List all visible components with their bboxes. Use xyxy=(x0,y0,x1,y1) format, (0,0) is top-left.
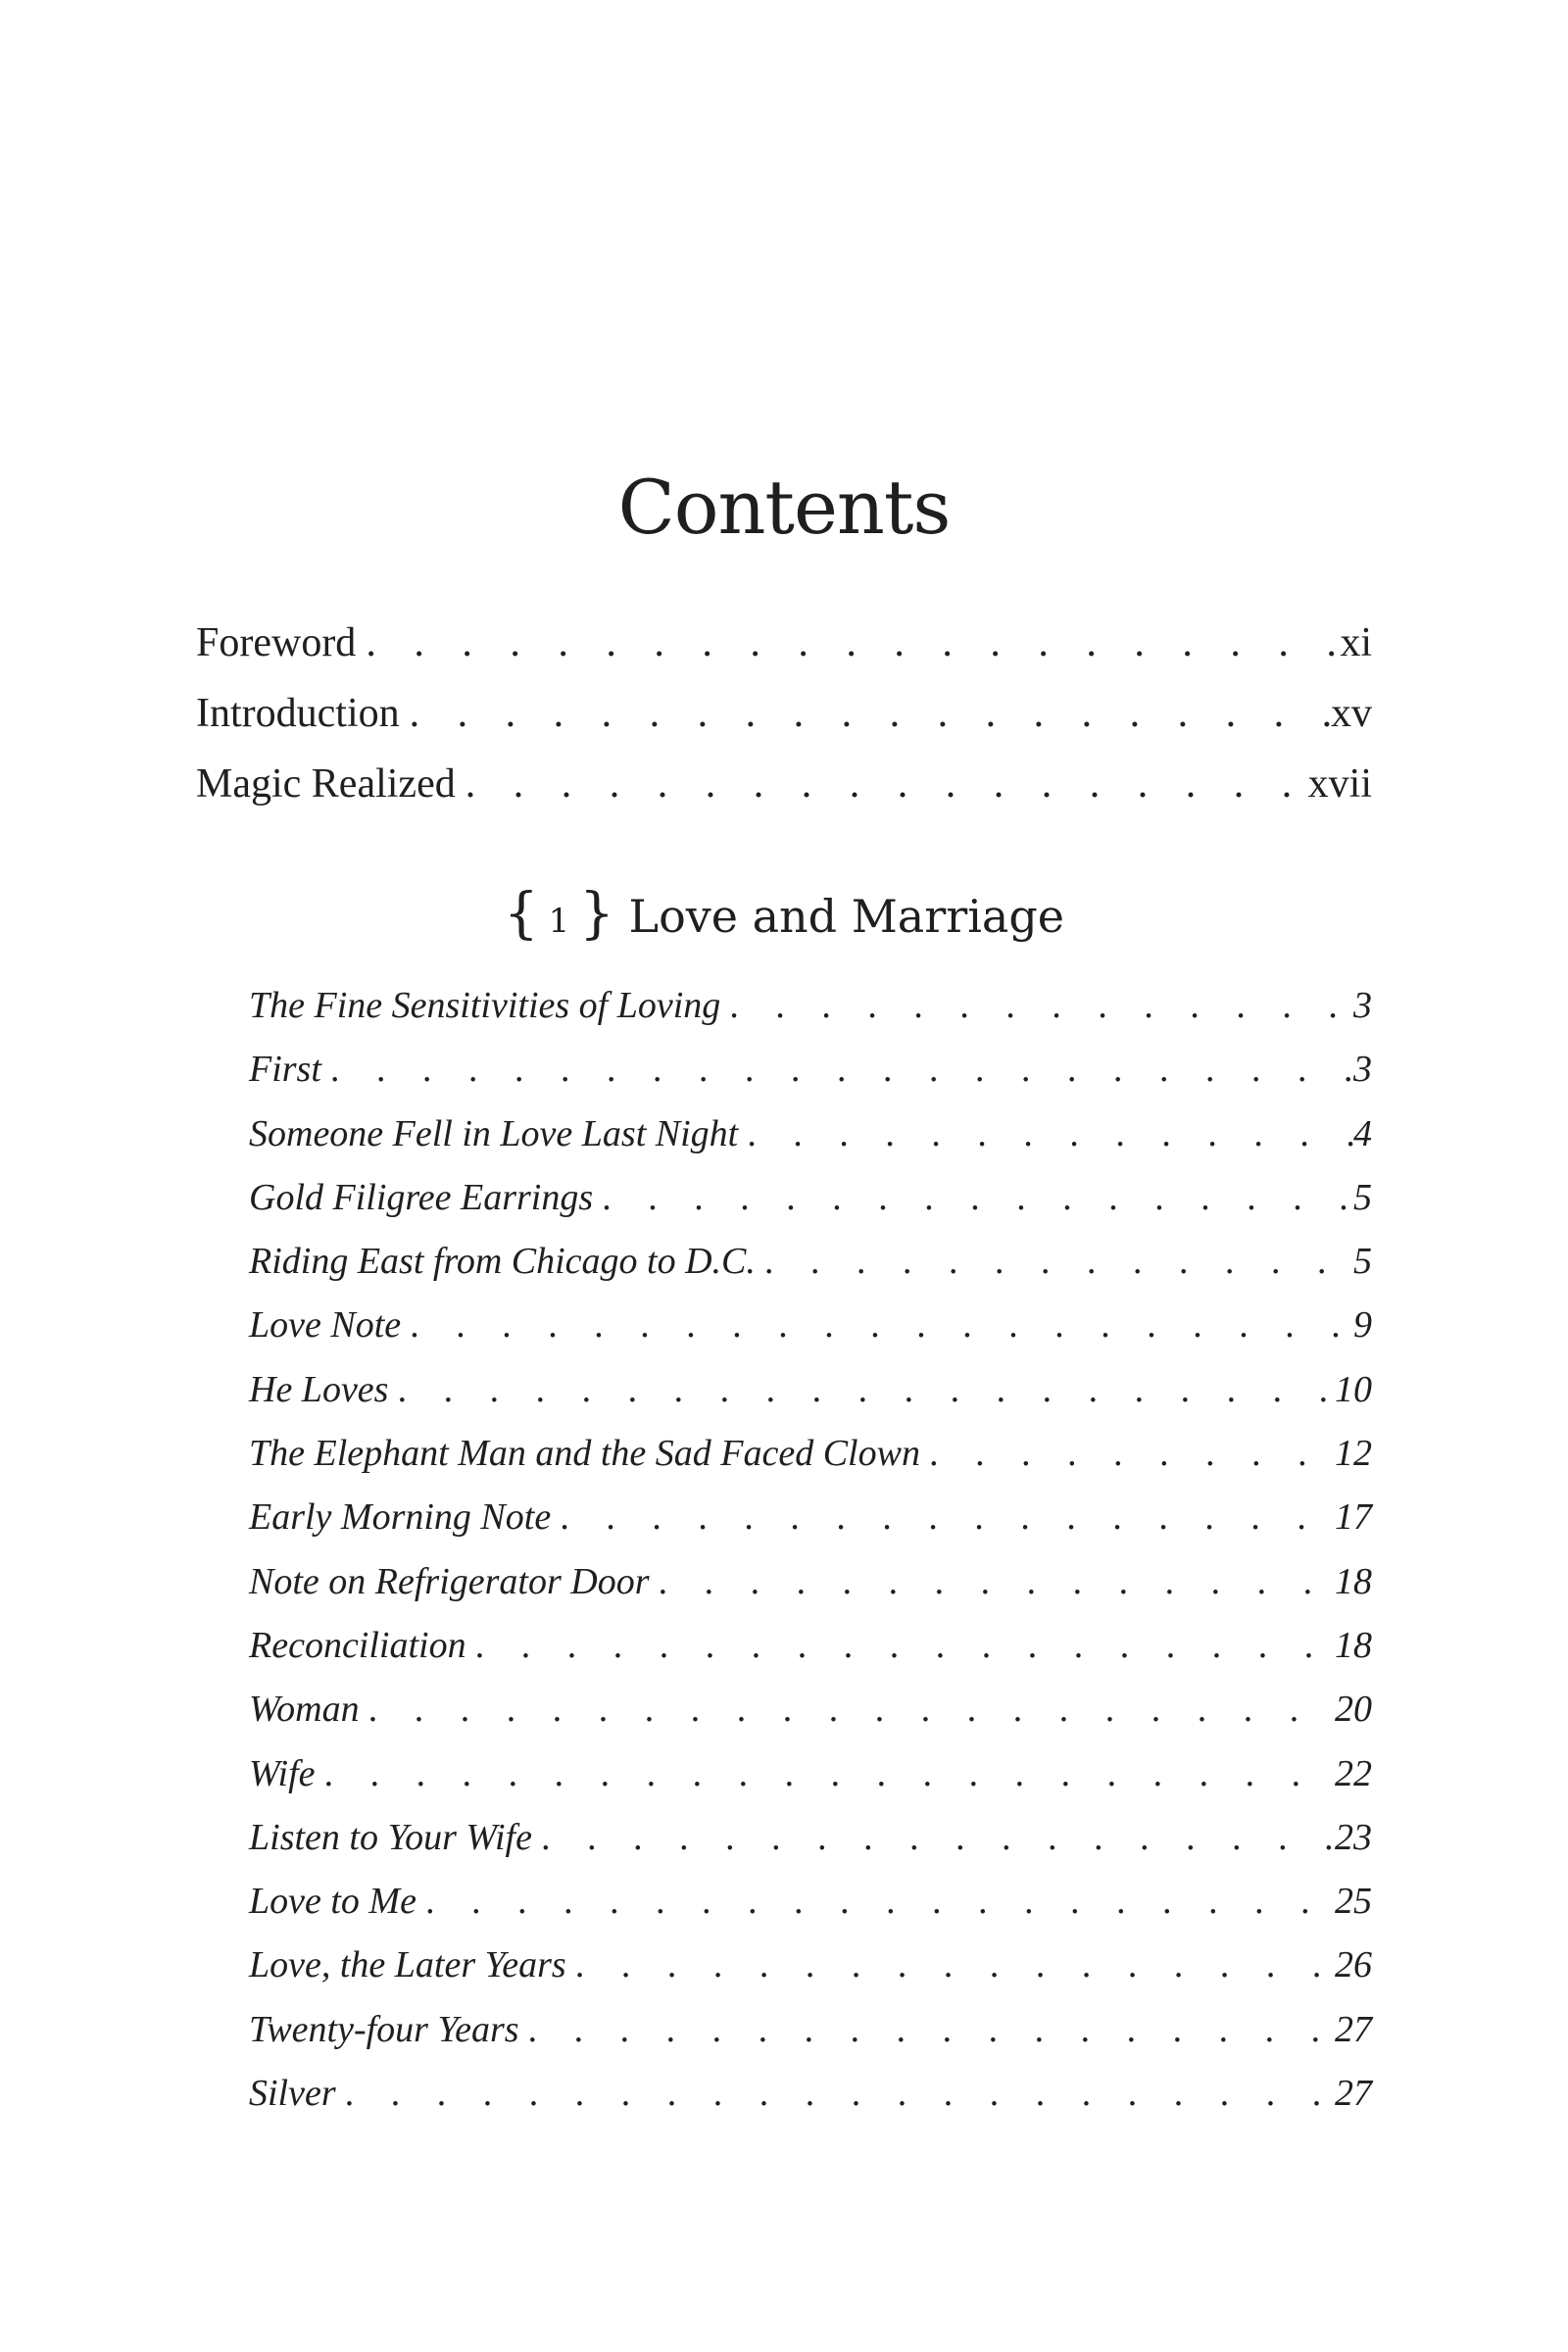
entry-title: Love Note xyxy=(249,1304,402,1347)
section-entry-list xyxy=(249,974,1372,2126)
dot-leader xyxy=(388,1358,1335,1422)
entry-title: Introduction xyxy=(196,691,400,736)
dot-leader xyxy=(316,1742,1335,1806)
entry-page-number: 12 xyxy=(1335,1433,1372,1475)
dot-leader xyxy=(593,1166,1353,1230)
entry-title: Love, the Later Years xyxy=(249,1944,566,1986)
entry-page-number: 3 xyxy=(1353,1049,1372,1091)
entry-title: The Elephant Man and the Sad Faced Clown xyxy=(249,1433,920,1475)
dot-leader xyxy=(532,1806,1335,1870)
right-brace: } xyxy=(579,882,614,946)
section-heading xyxy=(0,875,1568,960)
entry-page-number: 9 xyxy=(1353,1304,1372,1347)
toc-entry[interactable] xyxy=(249,1230,1372,1294)
entry-title: Wife xyxy=(249,1752,316,1794)
toc-entry[interactable] xyxy=(249,1102,1372,1166)
section-title: Love and Marriage xyxy=(628,890,1065,943)
toc-entry[interactable] xyxy=(249,1998,1372,2062)
dot-leader xyxy=(400,678,1331,749)
entry-page-number: 25 xyxy=(1335,1881,1372,1923)
dot-leader xyxy=(360,1678,1335,1741)
toc-entry[interactable] xyxy=(249,1870,1372,1934)
dot-leader xyxy=(566,1934,1335,1997)
entry-page-number: 4 xyxy=(1353,1112,1372,1154)
entry-title: Silver xyxy=(249,2073,336,2115)
entry-title: The Fine Sensitivities of Loving xyxy=(249,985,721,1026)
entry-page-number: 10 xyxy=(1335,1368,1372,1410)
toc-entry[interactable] xyxy=(249,1294,1372,1357)
dot-leader xyxy=(738,1102,1353,1166)
entry-title: Reconciliation xyxy=(249,1624,466,1666)
dot-leader xyxy=(649,1550,1335,1614)
dot-leader xyxy=(416,1870,1335,1934)
dot-leader xyxy=(756,1230,1353,1294)
toc-entry[interactable] xyxy=(249,2062,1372,2126)
entry-title: Early Morning Note xyxy=(249,1496,552,1539)
dot-leader xyxy=(356,608,1340,678)
dot-leader xyxy=(401,1294,1353,1357)
entry-title: Foreword xyxy=(196,620,357,665)
entry-page-number: 20 xyxy=(1335,1689,1372,1731)
entry-title: Woman xyxy=(249,1689,360,1731)
entry-title: He Loves xyxy=(249,1368,389,1410)
left-brace: { xyxy=(503,882,539,946)
dot-leader xyxy=(551,1486,1335,1549)
toc-entry[interactable] xyxy=(249,1486,1372,1549)
toc-entry[interactable] xyxy=(249,1550,1372,1614)
dot-leader xyxy=(466,1614,1335,1678)
entry-page-number: 22 xyxy=(1335,1752,1372,1794)
entry-title: Love to Me xyxy=(249,1881,416,1923)
toc-entry[interactable] xyxy=(249,1038,1372,1102)
dot-leader xyxy=(519,1998,1335,2062)
entry-page-number: 26 xyxy=(1335,1944,1372,1986)
entry-title: Riding East from Chicago to D.C. xyxy=(249,1241,756,1283)
entry-page-number: 3 xyxy=(1353,985,1372,1026)
entry-page-number: xv xyxy=(1331,691,1372,736)
dot-leader xyxy=(920,1422,1335,1486)
toc-entry[interactable] xyxy=(249,974,1372,1038)
entry-page-number: 17 xyxy=(1335,1496,1372,1539)
dot-leader xyxy=(720,974,1353,1038)
toc-entry[interactable] xyxy=(249,1358,1372,1422)
entry-page-number: 23 xyxy=(1335,1816,1372,1858)
toc-entry-foreword[interactable] xyxy=(196,608,1372,678)
entry-title: Someone Fell in Love Last Night xyxy=(249,1112,739,1154)
entry-title: Twenty-four Years xyxy=(249,2008,519,2050)
toc-entry[interactable] xyxy=(249,1614,1372,1678)
entry-page-number: 27 xyxy=(1335,2008,1372,2050)
entry-title: Note on Refrigerator Door xyxy=(249,1560,650,1602)
entry-page-number: 18 xyxy=(1335,1560,1372,1602)
dot-leader xyxy=(321,1038,1353,1102)
entry-title: Listen to Your Wife xyxy=(249,1816,532,1858)
section-number: 1 xyxy=(548,902,570,941)
toc-entry-magic-realized[interactable] xyxy=(196,749,1372,819)
entry-page-number: 27 xyxy=(1335,2073,1372,2115)
toc-entry[interactable] xyxy=(249,1166,1372,1230)
toc-entry[interactable] xyxy=(249,1806,1372,1870)
entry-title: First xyxy=(249,1049,321,1091)
entry-page-number: 5 xyxy=(1353,1176,1372,1218)
toc-entry[interactable] xyxy=(249,1742,1372,1806)
toc-entry-introduction[interactable] xyxy=(196,678,1372,749)
toc-entry[interactable] xyxy=(249,1678,1372,1741)
page-title: Contents xyxy=(617,464,951,551)
entry-page-number: 18 xyxy=(1335,1624,1372,1666)
toc-entry[interactable] xyxy=(249,1422,1372,1486)
entry-title: Gold Filigree Earrings xyxy=(249,1176,594,1218)
entry-title: Magic Realized xyxy=(196,761,456,807)
entry-page-number: 5 xyxy=(1353,1241,1372,1283)
entry-page-number: xi xyxy=(1340,620,1372,665)
front-matter-list xyxy=(196,608,1372,819)
entry-page-number: xvii xyxy=(1307,761,1372,807)
dot-leader xyxy=(336,2062,1335,2126)
dot-leader xyxy=(456,749,1308,819)
toc-entry[interactable] xyxy=(249,1934,1372,1997)
